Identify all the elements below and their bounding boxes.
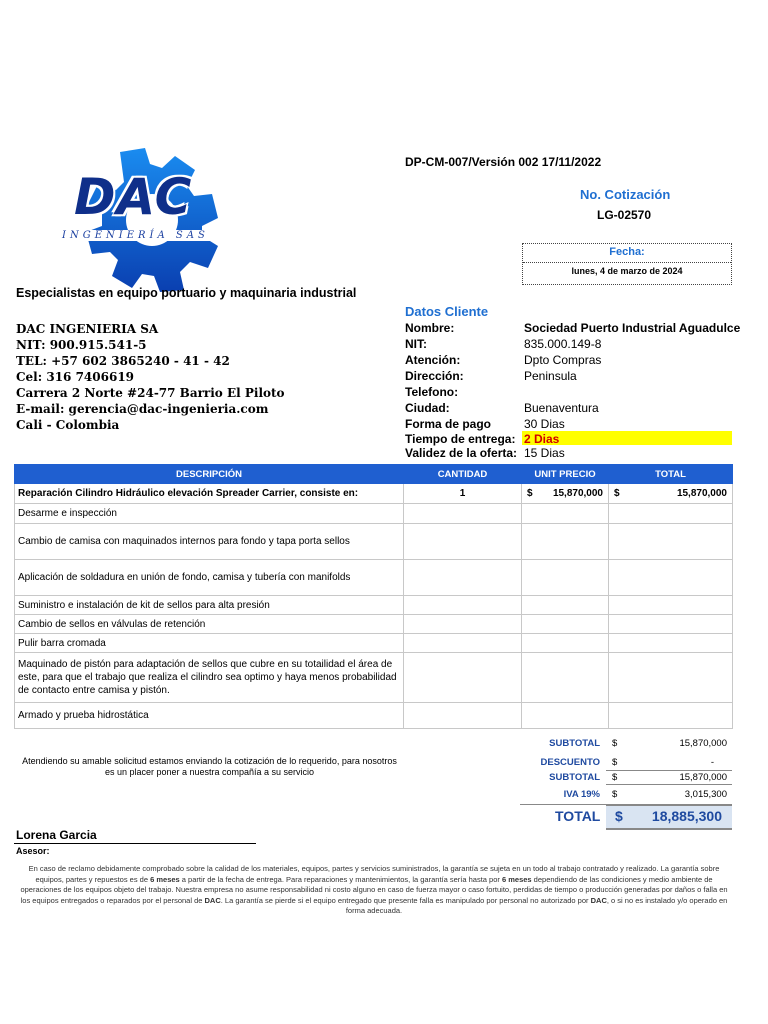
warranty-bold: DAC — [590, 895, 607, 905]
currency-symbol: $ — [612, 738, 618, 749]
header-total: TOTAL — [609, 465, 733, 484]
currency-symbol: $ — [612, 772, 618, 783]
iva-value: 3,015,300 — [684, 789, 727, 800]
client-label: Nombre: — [405, 321, 455, 335]
table-row — [15, 634, 733, 653]
item-total — [609, 484, 733, 504]
item-description: Suministro e instalación de kit de sellos para alta presión — [15, 596, 404, 615]
currency-symbol: $ — [615, 808, 623, 824]
discount-value: - — [710, 757, 714, 768]
table-header-row — [15, 465, 733, 484]
subtotal-label: SUBTOTAL — [549, 738, 600, 749]
iva-label: IVA 19% — [563, 789, 600, 800]
unit-price-value: 15,870,000 — [552, 488, 603, 499]
warranty-bold: 6 meses — [150, 874, 180, 884]
logo-subtitle: INGENIERÍA SAS — [62, 230, 209, 241]
company-nit: NIT: 900.915.541-5 — [16, 338, 147, 352]
header-description: DESCRIPCIÓN — [15, 465, 404, 484]
date-box — [522, 243, 732, 285]
warranty-bold: DAC — [204, 895, 221, 905]
item-description: Armado y prueba hidrostática — [15, 703, 404, 729]
client-city: Buenaventura — [524, 401, 599, 415]
company-tel: TEL: +57 602 3865240 - 41 - 42 — [16, 354, 230, 368]
warranty-part: En caso de reclamo debidamente comprobado sobre la calidad de los materiales, equipos, partes y servicios suministrados, la garantía se sujeta en un todo al trabajo contratado y realizado. La garantía sobre equipos, partes y repuestos es de — [28, 864, 720, 884]
item-unit-price — [522, 484, 609, 504]
table-row — [15, 615, 733, 634]
company-address: Carrera 2 Norte #24-77 Barrio El Piloto — [16, 386, 285, 400]
total-value: 15,870,000 — [676, 488, 727, 499]
warranty-part: , o si no es instalado y/o operado en forma adecuada. — [345, 895, 728, 915]
table-row — [15, 653, 733, 703]
logo-brand: DAC — [74, 168, 193, 226]
items-table — [14, 464, 733, 729]
warranty-part: a partir de la fecha de entrega. Para reparaciones y mantenimientos, la garantía sería hasta por — [179, 874, 502, 884]
signer-role: Asesor: — [16, 846, 50, 856]
client-delivery: 2 Dias — [524, 432, 560, 446]
warranty-part: dependiendo de las condiciones y medio ambiente de operaciones de los equipos objeto del trabajo. Nuestra empresa no asume responsabilidad ni costo alguno en caso de fuerza mayor o caso fortuito, perdidas de tiempo o producción generadas por daños o falla en los equipos entregados o reparados por el personal de — [20, 874, 728, 905]
currency-symbol: $ — [527, 488, 533, 499]
quote-number: LG-02570 — [597, 208, 652, 222]
date-label: Fecha: — [523, 246, 731, 263]
item-quantity: 1 — [404, 484, 522, 504]
client-label: Dirección: — [405, 369, 464, 383]
currency-symbol: $ — [612, 757, 618, 768]
client-address: Peninsula — [524, 369, 577, 383]
company-email: E-mail: gerencia@dac-ingenieria.com — [16, 402, 269, 416]
table-row — [15, 524, 733, 560]
summary-divider — [606, 784, 732, 785]
company-cel: Cel: 316 7406619 — [16, 370, 135, 384]
client-attention: Dpto Compras — [524, 353, 602, 367]
item-description: Aplicación de soldadura en unión de fondo, camisa y tubería con manifolds — [15, 560, 404, 596]
tagline: Especialistas en equipo portuario y maquinaria industrial — [16, 286, 357, 300]
header-unit-price: UNIT PRECIO — [522, 465, 609, 484]
client-validity: 15 Dias — [524, 446, 565, 460]
currency-symbol: $ — [614, 488, 620, 499]
table-row — [15, 484, 733, 504]
client-payment: 30 Dias — [524, 417, 565, 431]
client-label: Tiempo de entrega: — [405, 432, 516, 446]
warranty-text — [18, 864, 730, 917]
item-description: Maquinado de pistón para adaptación de sellos que cubre en su totailidad el área de este, para que el trabajo que realiza el cilindro sea optimo y haya menos probabilidad de contacto entre camisa y pistón. — [15, 653, 404, 703]
item-description: Cambio de sellos en válvulas de retención — [15, 615, 404, 634]
client-section-title: Datos Cliente — [405, 304, 489, 319]
client-label: Validez de la oferta: — [405, 446, 518, 460]
client-label: Ciudad: — [405, 401, 450, 415]
total-value: 18,885,300 — [651, 808, 722, 824]
signature-line — [14, 843, 256, 844]
discount-label: DESCUENTO — [540, 757, 600, 768]
client-nit: 835.000.149-8 — [524, 337, 602, 351]
table-row — [15, 703, 733, 729]
summary-divider — [606, 770, 732, 771]
client-label: Atención: — [405, 353, 461, 367]
header-quantity: CANTIDAD — [404, 465, 522, 484]
intro-text: Atendiendo su amable solicitud estamos enviando la cotización de lo requerido, para nosotros es un placer poner a nuestra compañía a su servicio — [22, 756, 397, 777]
company-city: Cali - Colombia — [16, 418, 120, 432]
company-logo — [50, 142, 250, 292]
table-row — [15, 504, 733, 524]
warranty-part: . La garantía se pierde si el equipo entregado que presente falla es manipulado por personal no autorizado por — [220, 895, 591, 905]
table-row — [15, 596, 733, 615]
signer-name: Lorena Garcia — [16, 828, 97, 842]
warranty-bold: 6 meses — [501, 874, 532, 884]
total-label: TOTAL — [555, 808, 601, 824]
currency-symbol: $ — [612, 789, 618, 800]
subtotal-label: SUBTOTAL — [549, 772, 600, 783]
table-row — [15, 560, 733, 596]
client-name: Sociedad Puerto Industrial Aguadulce — [524, 321, 741, 335]
company-name: DAC INGENIERIA SA — [16, 322, 159, 336]
document-code: DP-CM-007/Versión 002 17/11/2022 — [405, 155, 602, 169]
subtotal-value: 15,870,000 — [679, 772, 727, 783]
item-description: Pulir barra cromada — [15, 634, 404, 653]
item-description: Reparación Cilindro Hidráulico elevación Spreader Carrier, consiste en: — [15, 484, 404, 504]
subtotal-value: 15,870,000 — [679, 738, 727, 749]
client-label: Forma de pago — [405, 417, 492, 431]
quote-title: No. Cotización — [580, 187, 671, 202]
item-description: Cambio de camisa con maquinados internos para fondo y tapa porta sellos — [15, 524, 404, 560]
item-description: Desarme e inspección — [15, 504, 404, 524]
date-value: lunes, 4 de marzo de 2024 — [571, 266, 683, 276]
client-label: NIT: — [405, 337, 427, 351]
client-label: Telefono: — [405, 385, 459, 399]
